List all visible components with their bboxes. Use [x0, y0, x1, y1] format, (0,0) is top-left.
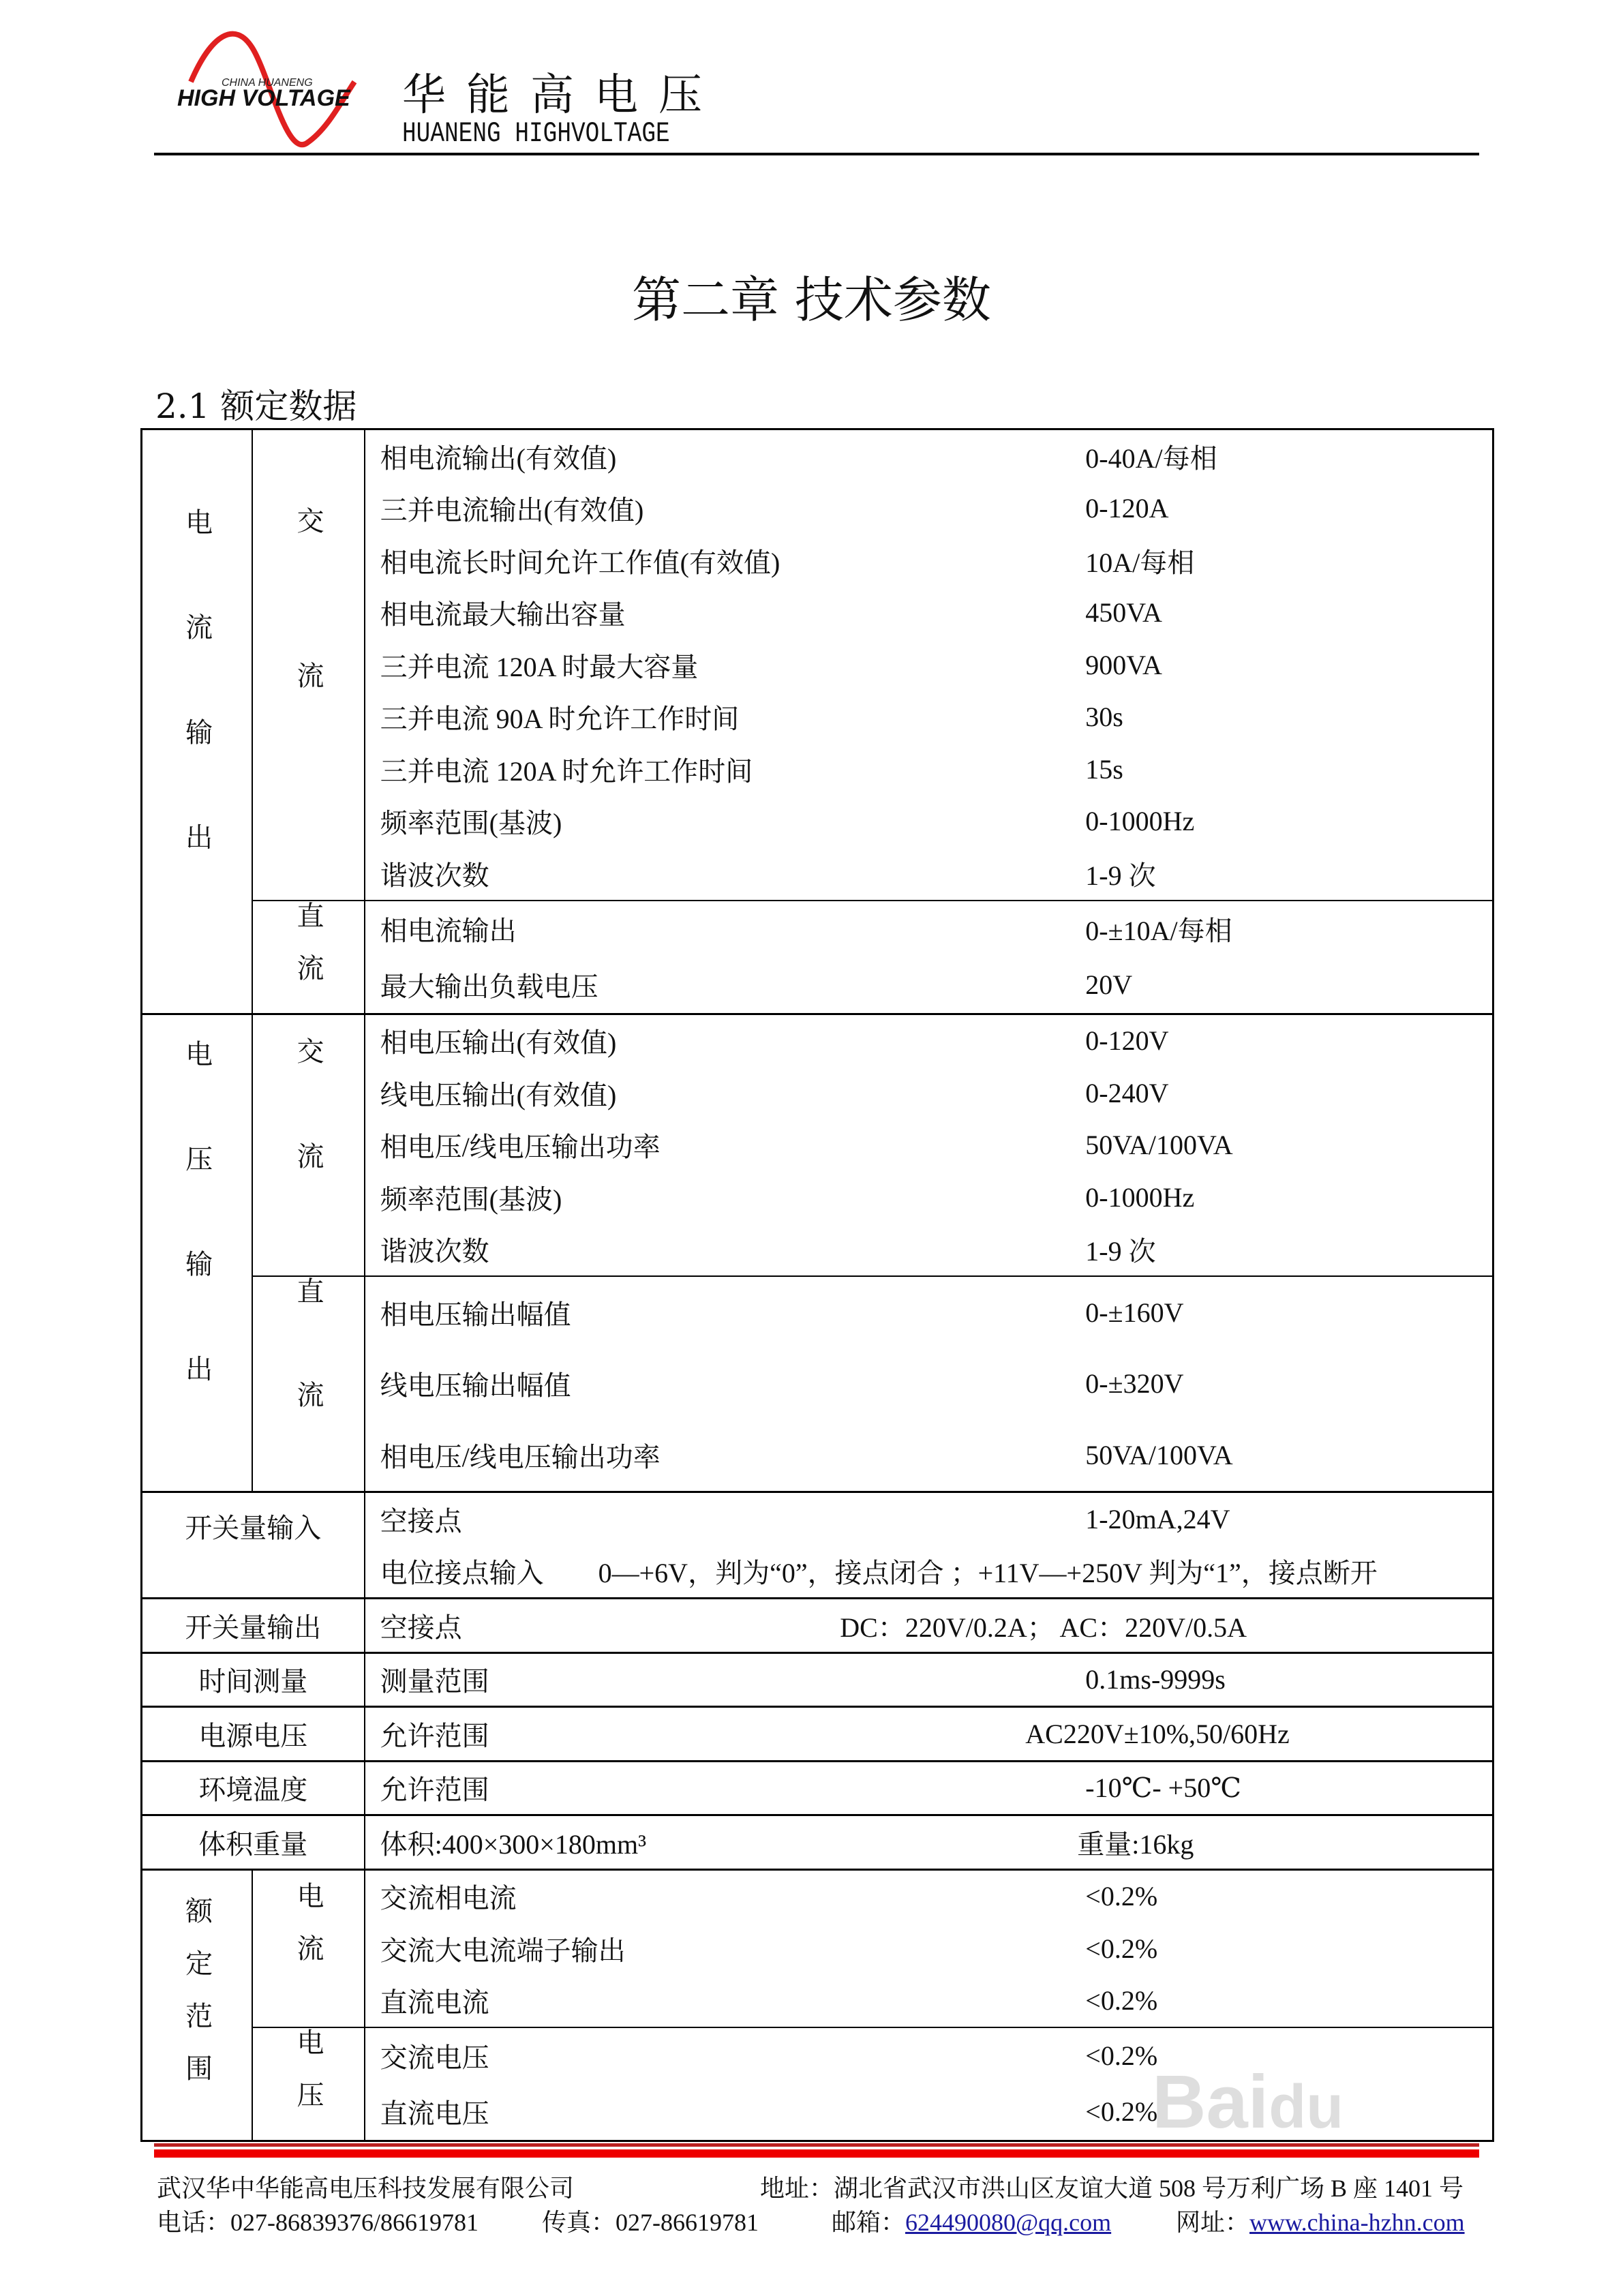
web-label: 网址： — [1176, 2209, 1250, 2236]
value: 1-9 次 — [1085, 847, 1493, 901]
sub-dc — [252, 901, 364, 1014]
value: <0.2% — [1085, 1975, 1493, 2028]
chapter-title: 第二章 技术参数 — [632, 271, 991, 329]
param: 允许范围 — [365, 1707, 1086, 1762]
param: 相电压输出幅值 — [365, 1276, 1086, 1348]
sub-current — [252, 1869, 364, 2027]
sub-label: 交流 — [292, 507, 324, 817]
value: 0-±320V — [1085, 1348, 1493, 1419]
param-row — [365, 1545, 1493, 1599]
param: 三并电流 120A 时允许工作时间 — [365, 743, 1086, 796]
value: 1-9 次 — [1085, 1224, 1493, 1277]
value: <0.2% — [1085, 2027, 1493, 2084]
value: 0-1000Hz — [1085, 1171, 1493, 1224]
param: 相电流输出 — [365, 901, 1086, 957]
value: 10A/每相 — [1085, 534, 1493, 587]
header-divider — [154, 153, 1479, 155]
section-heading: 2.1 额定数据 — [155, 387, 357, 426]
value: 0-240V — [1085, 1067, 1493, 1119]
param: 直流电流 — [365, 1975, 1086, 2028]
temp-label: 环境温度 — [142, 1761, 365, 1815]
value: 900VA — [1085, 639, 1493, 691]
sub-label: 电压 — [292, 2028, 324, 2133]
value: 1-20mA,24V — [1085, 1492, 1493, 1545]
footer-address: 地址：湖北省武汉市洪山区友谊大道 508 号万利广场 B 座 1401 号 — [760, 2175, 1464, 2202]
param: 相电流最大输出容量 — [365, 587, 1086, 639]
email-label: 邮箱： — [832, 2209, 906, 2236]
param: 相电流输出(有效值) — [365, 429, 1086, 483]
group-current — [142, 429, 253, 1014]
value: 0-±160V — [1085, 1276, 1493, 1348]
brand-name-cn: 华能高电压 — [402, 70, 723, 121]
param: 空接点 — [365, 1492, 1086, 1545]
param: 最大输出负载电压 — [365, 956, 1086, 1014]
value: 30s — [1085, 691, 1493, 744]
footer-phone: 电话：027-86839376/86619781 — [157, 2209, 479, 2236]
group-label: 电流输出 — [181, 508, 213, 928]
value: 20V — [1085, 956, 1493, 1014]
value: AC220V±10%,50/60Hz — [1025, 1707, 1433, 1762]
param: 交流大电流端子输出 — [365, 1922, 1086, 1975]
value: 50VA/100VA — [1085, 1119, 1493, 1172]
value: 0-1000Hz — [1085, 796, 1493, 848]
param: 相电压输出(有效值) — [365, 1014, 1086, 1067]
value: 0.1ms-9999s — [1085, 1652, 1493, 1707]
time-label: 时间测量 — [142, 1652, 365, 1707]
website-link[interactable]: www.china-hzhn.com — [1249, 2209, 1465, 2236]
param: 线电压输出(有效值) — [365, 1067, 1086, 1119]
power-label: 电源电压 — [142, 1707, 365, 1762]
sub-ac — [252, 1014, 364, 1276]
brand-name-en: HUANENG HIGHVOLTAGE — [402, 117, 670, 150]
param: 谐波次数 — [365, 1224, 1086, 1277]
value: <0.2% — [1085, 2084, 1493, 2141]
footer-email — [832, 2203, 1111, 2238]
param: 相电流长时间允许工作值(有效值) — [365, 534, 1086, 587]
value: 50VA/100VA — [1085, 1419, 1493, 1492]
value: 450VA — [1085, 587, 1493, 639]
param: 允许范围 — [365, 1761, 1086, 1815]
param: 交流相电流 — [365, 1869, 1086, 1922]
value: 15s — [1085, 743, 1493, 796]
param: 直流电压 — [365, 2084, 1086, 2141]
param: 体积:400×300×180mm³ — [365, 1815, 1086, 1870]
param: 线电压输出幅值 — [365, 1348, 1086, 1419]
param: 相电压/线电压输出功率 — [365, 1419, 1086, 1492]
param: 频率范围(基波) — [365, 1171, 1086, 1224]
value: <0.2% — [1085, 1869, 1493, 1922]
footer-fax: 传真：027-86619781 — [542, 2209, 759, 2236]
param: 三并电流 90A 时允许工作时间 — [365, 691, 1086, 744]
group-accuracy — [142, 1869, 253, 2141]
email-link[interactable]: 624490080@qq.com — [905, 2209, 1112, 2236]
group-label: 额定范围 — [181, 1897, 213, 2107]
watermark: Baidu — [1152, 2060, 1344, 2144]
param: 三并电流输出(有效值) — [365, 483, 1086, 535]
sub-label: 电流 — [292, 1881, 324, 1987]
sub-label: 交流 — [292, 1036, 324, 1247]
param: 电位接点输入 — [380, 1558, 544, 1589]
value: DC：220V/0.2A； AC：220V/0.5A — [840, 1599, 1247, 1653]
value: -10℃- +50℃ — [1085, 1761, 1493, 1815]
company-logo — [170, 27, 389, 157]
group-voltage — [142, 1014, 253, 1492]
sub-voltage — [252, 2027, 364, 2141]
param: 空接点 — [365, 1599, 1086, 1653]
param: 频率范围(基波) — [365, 796, 1086, 848]
param: 三并电流 120A 时最大容量 — [365, 639, 1086, 691]
footer-divider-red — [154, 2149, 1479, 2158]
value: 0-40A/每相 — [1085, 429, 1493, 483]
value: 0—+6V，判为“0”，接点闭合 ；+11V—+250V 判为“1”，接点断开 — [598, 1558, 1378, 1589]
switch-output-label: 开关量输出 — [142, 1599, 365, 1653]
param: 相电压/线电压输出功率 — [365, 1119, 1086, 1172]
value: 0-120V — [1085, 1014, 1493, 1067]
value: 重量:16kg — [1077, 1815, 1485, 1870]
value: 0-120A — [1085, 483, 1493, 535]
param: 交流电压 — [365, 2027, 1086, 2084]
sub-dc — [252, 1276, 364, 1492]
svg-text:HIGH VOLTAGE: HIGH VOLTAGE — [177, 85, 350, 111]
switch-input-label: 开关量输入 — [142, 1492, 365, 1599]
value: 0-±10A/每相 — [1085, 901, 1493, 957]
param: 测量范围 — [365, 1652, 1086, 1707]
param: 谐波次数 — [365, 847, 1086, 901]
footer-company: 武汉华中华能高电压科技发展有限公司 — [157, 2175, 575, 2202]
sub-label: 直流 — [292, 1277, 324, 1484]
size-label: 体积重量 — [142, 1815, 365, 1870]
spec-table — [140, 428, 1494, 2142]
sub-label: 直流 — [292, 901, 324, 1006]
sub-ac — [252, 429, 364, 901]
footer-website — [1176, 2203, 1465, 2238]
svg-text:CHINA HUANENG: CHINA HUANENG — [222, 77, 313, 89]
value: <0.2% — [1085, 1922, 1493, 1975]
group-label: 电压输出 — [181, 1039, 213, 1460]
